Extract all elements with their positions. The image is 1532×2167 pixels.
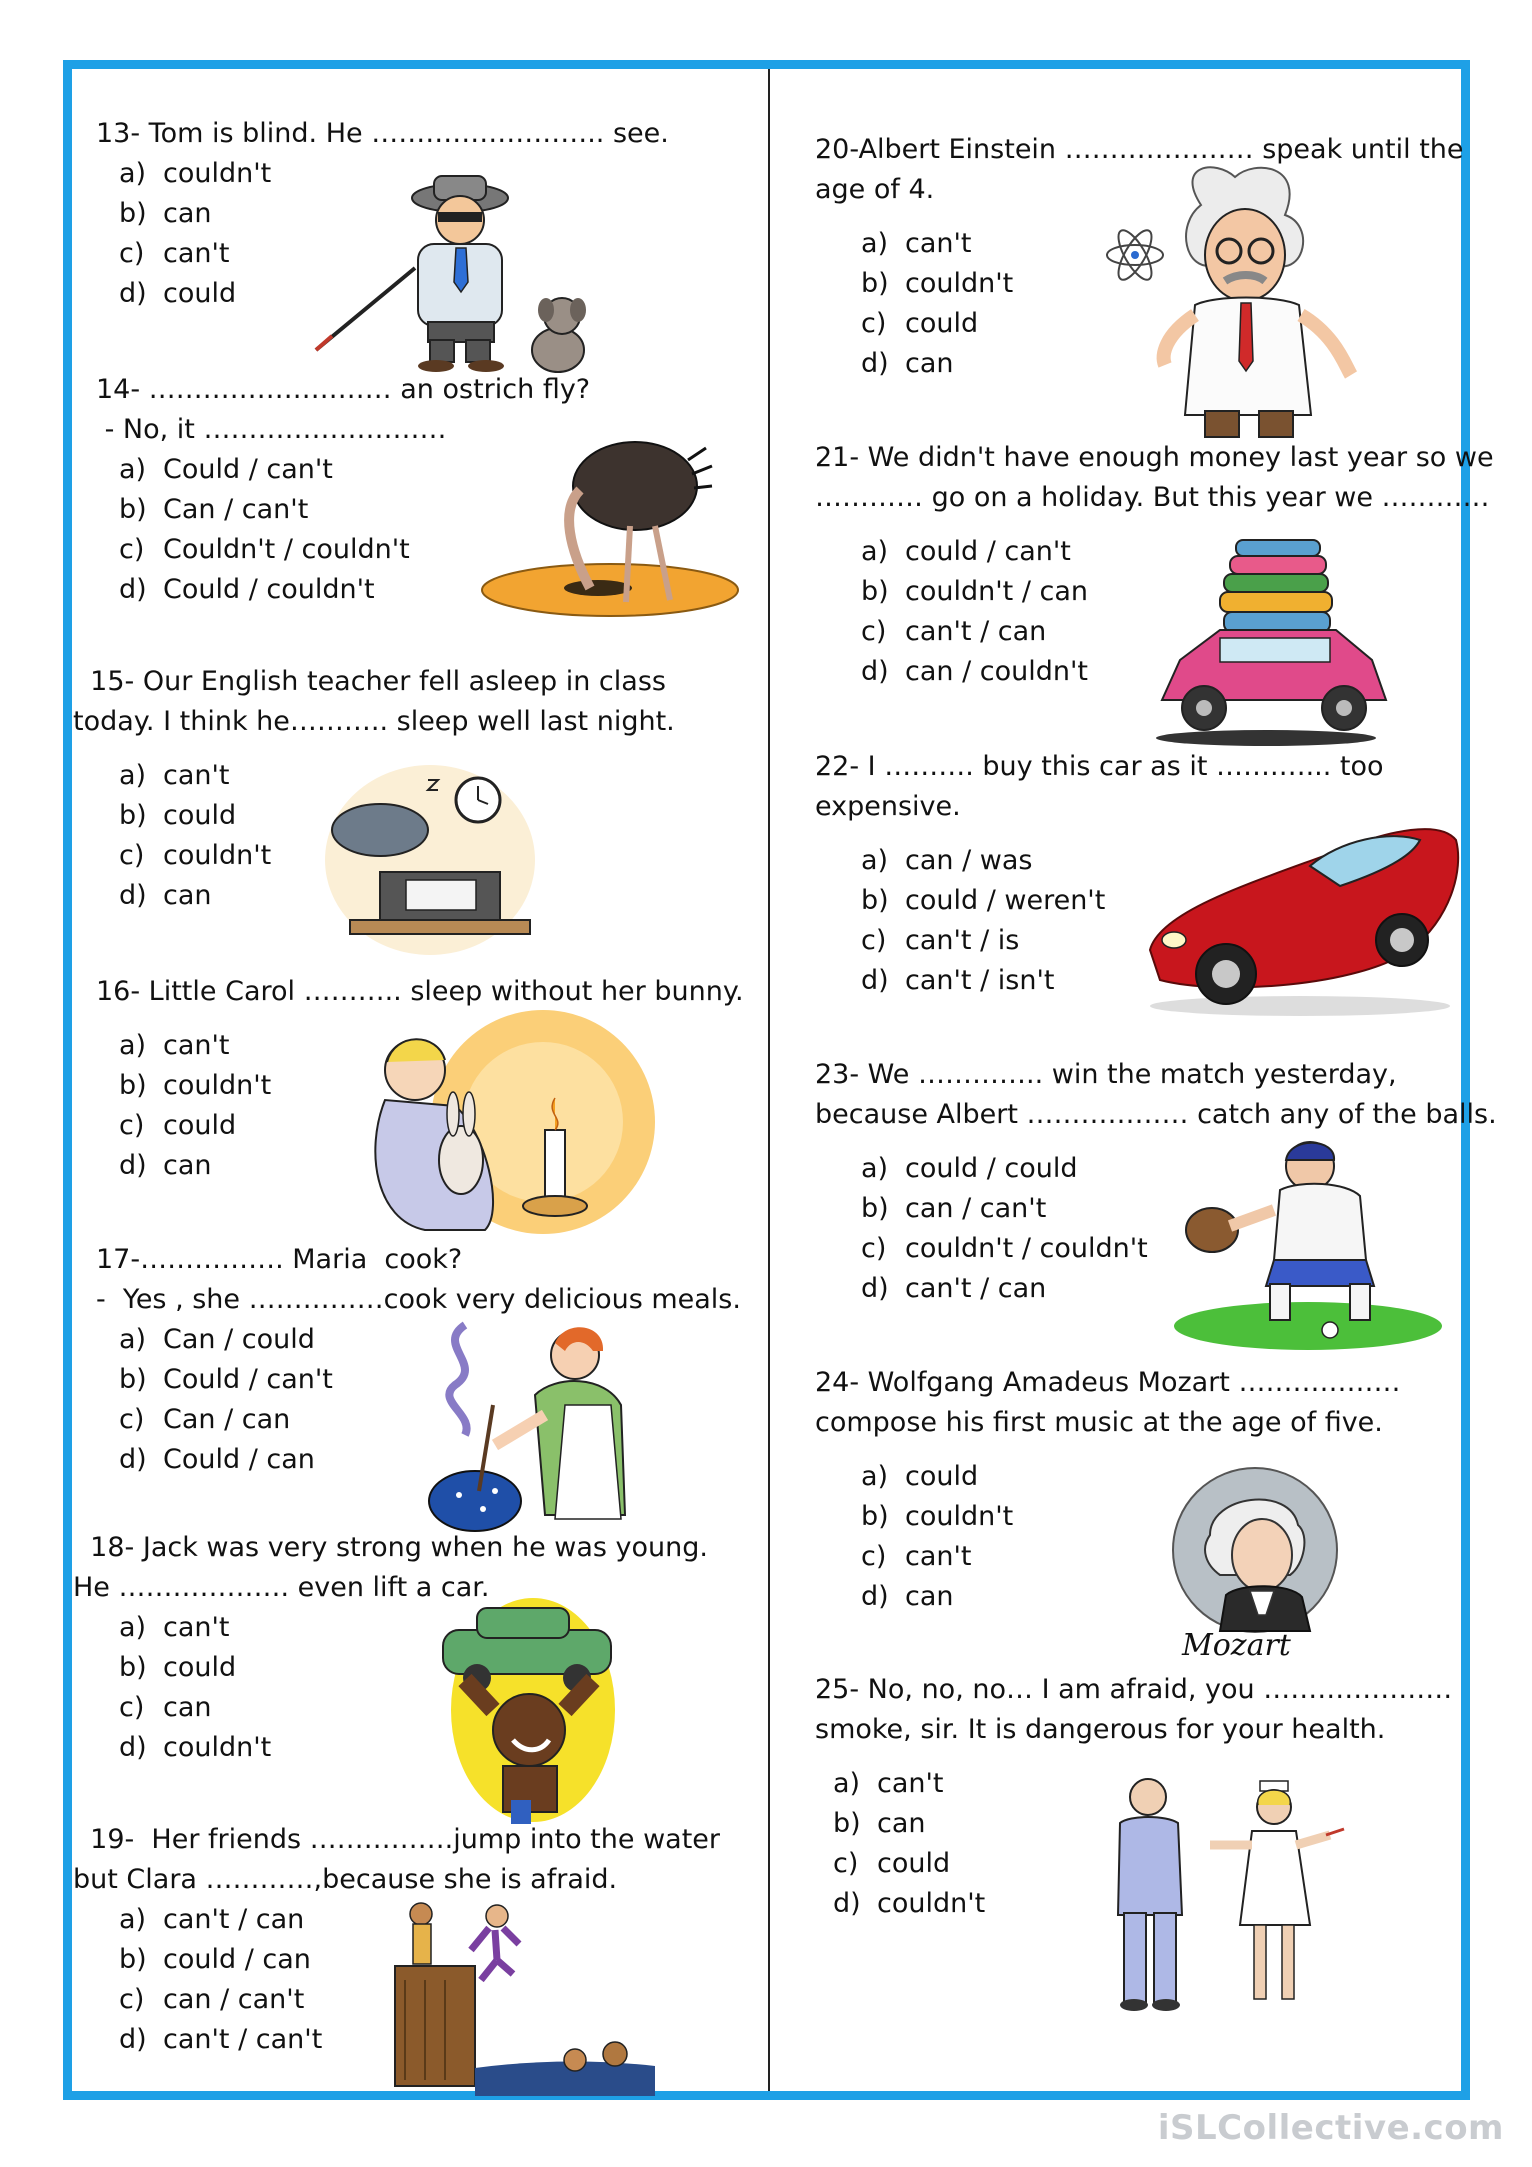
option-a[interactable]: a) could / could — [861, 1153, 1078, 1184]
option-c[interactable]: c) can't / is — [861, 925, 1020, 956]
option-b[interactable]: b) Can / can't — [119, 494, 309, 525]
question-text: 24- Wolfgang Amadeus Mozart ……………… compose his first music at the age of five. — [815, 1367, 1401, 1438]
option-a[interactable]: a) can't / can — [119, 1904, 305, 1935]
question-text: 21- We didn't have enough money last year so we ………… go on a holiday. But this year we ………… — [815, 442, 1494, 513]
option-c[interactable]: c) can't — [861, 1541, 972, 1572]
option-a[interactable]: a) Could / can't — [119, 454, 333, 485]
option-d[interactable]: d) Could / can — [119, 1444, 315, 1475]
option-d[interactable]: d) can't / isn't — [861, 965, 1055, 996]
option-d[interactable]: d) could — [119, 278, 237, 309]
option-c[interactable]: c) could — [119, 1110, 237, 1141]
question-text: 23- We ………….. win the match yesterday, because Albert ……………… catch any of the balls. — [815, 1059, 1497, 1130]
option-c[interactable]: c) Couldn't / couldn't — [119, 534, 410, 565]
strong-man-lifting-car-illustration — [425, 1590, 625, 1830]
option-d[interactable]: d) can't / can — [861, 1273, 1047, 1304]
option-d[interactable]: d) can't / can't — [119, 2024, 323, 2055]
option-a[interactable]: a) could / can't — [861, 536, 1071, 567]
option-c[interactable]: c) can't — [119, 238, 230, 269]
blind-man-illustration — [310, 170, 600, 375]
option-c[interactable]: c) could — [861, 308, 979, 339]
option-a[interactable]: a) can't — [833, 1768, 944, 1799]
mozart-signature: Mozart — [1182, 1628, 1291, 1663]
question-text: 18- Jack was very strong when he was young. He ………………. even lift a car. — [73, 1532, 708, 1603]
option-b[interactable]: b) could / weren't — [861, 885, 1106, 916]
option-a[interactable]: a) could — [861, 1461, 979, 1492]
option-c[interactable]: c) couldn't — [119, 840, 272, 871]
woman-cooking-illustration — [425, 1315, 645, 1535]
girl-with-bunny-illustration — [365, 1010, 665, 1250]
option-b[interactable]: b) couldn't — [861, 268, 1014, 299]
red-sports-car-illustration — [1140, 810, 1470, 1020]
option-a[interactable]: a) can / was — [861, 845, 1033, 876]
option-b[interactable]: b) could / can — [119, 1944, 311, 1975]
sleeping-teacher-illustration — [320, 760, 540, 960]
option-a[interactable]: a) can't — [119, 760, 230, 791]
option-c[interactable]: c) can / can't — [119, 1984, 305, 2015]
option-c[interactable]: c) Can / can — [119, 1404, 291, 1435]
option-c[interactable]: c) could — [833, 1848, 951, 1879]
option-c[interactable]: c) couldn't / couldn't — [861, 1233, 1148, 1264]
question-text: 15- Our English teacher fell asleep in class today. I think he……….. sleep well last night. — [73, 666, 675, 737]
question-text: 19- Her friends …………….jump into the water but Clara …………,because she is afraid. — [73, 1824, 720, 1895]
option-a[interactable]: a) Can / could — [119, 1324, 315, 1355]
ostrich-illustration — [480, 430, 740, 620]
doctor-and-nurse-illustration — [1090, 1775, 1350, 2015]
option-b[interactable]: b) can — [119, 198, 212, 229]
option-b[interactable]: b) can / can't — [861, 1193, 1047, 1224]
question-text: 16- Little Carol ……….. sleep without her bunny. — [96, 976, 744, 1007]
question-text: 22- I ………. buy this car as it …….…... too expensive. — [815, 751, 1384, 822]
option-d[interactable]: d) can — [119, 880, 212, 911]
option-c[interactable]: c) can't / can — [861, 616, 1047, 647]
option-d[interactable]: d) couldn't — [833, 1888, 986, 1919]
option-d[interactable]: d) can / couldn't — [861, 656, 1089, 687]
option-a[interactable]: a) can't — [119, 1030, 230, 1061]
option-d[interactable]: d) can — [861, 348, 954, 379]
column-divider — [768, 69, 770, 2091]
question-text: 14- ……………………… an ostrich fly? - No, it ……………………… — [96, 374, 591, 445]
option-c[interactable]: c) can — [119, 1692, 212, 1723]
option-b[interactable]: b) couldn't — [119, 1070, 272, 1101]
option-d[interactable]: d) can — [861, 1581, 954, 1612]
option-d[interactable]: d) couldn't — [119, 1732, 272, 1763]
baseball-catcher-illustration — [1170, 1130, 1460, 1355]
question-text: 20-Albert Einstein ………………… speak until the age of 4. — [815, 134, 1464, 205]
option-a[interactable]: a) can't — [861, 228, 972, 259]
option-b[interactable]: b) Could / can't — [119, 1364, 333, 1395]
mozart-portrait-illustration — [1170, 1465, 1340, 1635]
question-text: 17-……………. Maria cook? - Yes , she ……………cook very delicious meals. — [96, 1244, 741, 1315]
question-text: 25- No, no, no… I am afraid, you ………………… smoke, sir. It is dangerous for your health. — [815, 1674, 1453, 1745]
option-b[interactable]: b) couldn't / can — [861, 576, 1089, 607]
option-a[interactable]: a) can't — [119, 1612, 230, 1643]
option-b[interactable]: b) could — [119, 800, 237, 831]
loaded-car-illustration — [1140, 530, 1410, 750]
kids-jumping-into-water-illustration — [385, 1900, 665, 2100]
einstein-illustration — [1105, 165, 1375, 445]
option-d[interactable]: d) can — [119, 1150, 212, 1181]
option-a[interactable]: a) couldn't — [119, 158, 272, 189]
option-b[interactable]: b) couldn't — [861, 1501, 1014, 1532]
watermark: iSLCollective.com — [1157, 2108, 1504, 2148]
option-d[interactable]: d) Could / couldn't — [119, 574, 375, 605]
option-b[interactable]: b) can — [833, 1808, 926, 1839]
option-b[interactable]: b) could — [119, 1652, 237, 1683]
question-text: 13- Tom is blind. He …………………….. see. — [96, 118, 669, 149]
